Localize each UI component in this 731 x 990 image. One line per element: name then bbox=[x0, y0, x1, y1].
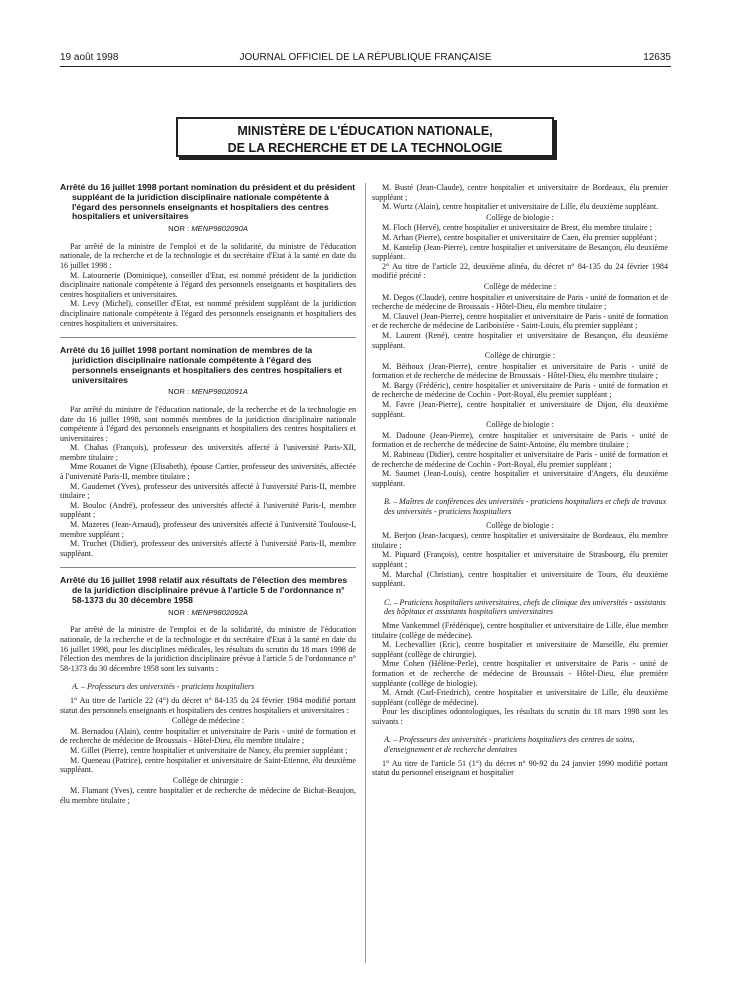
paragraph: M. Truchet (Didier), professeur des universités affecté à l'université Paris-II, membre suppléant. bbox=[60, 539, 356, 558]
paragraph: Par arrêté du ministre de l'éducation nationale, de la recherche et de la technologie en date du 16 juillet 1998, sont nommés membres de la juridiction disciplinaire nationale compétente à l'égard des personnels enseignants et hospitaliers des centres hospitaliers et universitaires : bbox=[60, 404, 356, 443]
section-heading: A. – Professeurs des universités - praticiens hospitaliers bbox=[72, 682, 255, 692]
list-item: M. Clauvel (Jean-Pierre), centre hospitalier et universitaire de Paris - unité de formation et de recherche de médecine de Lariboisière - Saint-Louis, élu premier suppléant ; bbox=[372, 311, 668, 331]
paragraph: 1° Au titre de l'article 22 (4°) du décret n° 84-135 du 24 février 1984 modifié portant statut des personnels enseignants et hospitaliers des centres hospitaliers et universitaires : bbox=[60, 695, 356, 715]
list-item: M. Dadoune (Jean-Pierre), centre hospitalier et universitaire de Paris - unité de formation et de recherche de médecine de Saint-Antoine, élu membre titulaire ; bbox=[372, 430, 668, 450]
list-item: M. Wurtz (Alain), centre hospitalier et universitaire de Lille, élu deuxième suppléant. bbox=[382, 202, 659, 212]
college-heading: Collège de chirurgie : bbox=[172, 775, 244, 785]
college-heading: Collège de biologie : bbox=[486, 420, 554, 430]
list-item: M. Laurent (René), centre hospitalier et universitaire de Besançon, élu deuxième suppléant. bbox=[372, 330, 668, 350]
nor-reference: NOR : MENP9802091A bbox=[168, 387, 248, 397]
college-heading: Collège de médecine : bbox=[171, 716, 245, 726]
decree-3 bbox=[60, 576, 356, 805]
list-item: M. Queneau (Patrice), centre hospitalier et universitaire de Saint-Etienne, élu deuxième suppléant. bbox=[60, 755, 356, 775]
decree-title: Arrêté du 16 juillet 1998 portant nomination de membres de la juridiction disciplinaire nationale compétente à l'égard des personnels enseignants et hospitaliers des centres hospitaliers et universitaires bbox=[60, 345, 342, 385]
list-item: M. Favre (Jean-Pierre), centre hospitalier et universitaire de Dijon, élu deuxième suppléant. bbox=[372, 400, 668, 419]
college-heading: Collège de biologie : bbox=[486, 212, 554, 222]
list-item: M. Degos (Claude), centre hospitalier et universitaire de Paris - unité de formation et de recherche de médecine de Broussais - Hôtel-Dieu, élu membre titulaire ; bbox=[372, 292, 668, 312]
decree-1 bbox=[60, 183, 356, 328]
decree-title: Arrêté du 16 juillet 1998 relatif aux résultats de l'élection des membres de la juridiction disciplinaire prévue à l'article 5 de l'ordonnance n° 58-1373 du 30 décembre 1958 bbox=[60, 575, 348, 605]
list-item: M. Berjon (Jean-Jacques), centre hospitalier et universitaire de Bordeaux, élu membre titulaire ; bbox=[372, 531, 668, 550]
list-item: M. Marchal (Christian), centre hospitalier et universitaire de Tours, élu deuxième suppléant. bbox=[372, 569, 668, 589]
paragraph: M. Latournerie (Dominique), conseiller d'Etat, est nommé président de la juridiction disciplinaire nationale compétente à l'égard des personnels enseignants et hospitaliers des centres hospitaliers et universitaires. bbox=[60, 270, 356, 299]
paragraph: Par arrêté de la ministre de l'emploi et de la solidarité, du ministre de l'éducation nationale, de la recherche et de la technologie et du secrétaire d'Etat à la santé en date du 16 juillet 1998 : bbox=[60, 241, 356, 270]
paragraph: Mme Rouanet de Vigne (Elisabeth), épouse Cartier, professeur des universités, affectée à l'université Paris-II, membre titulaire ; bbox=[60, 462, 356, 482]
list-item: M. Gillet (Pierre), centre hospitalier et universitaire de Nancy, élu premier suppléant ; bbox=[70, 745, 348, 755]
journal-title: JOURNAL OFFICIEL DE LA RÉPUBLIQUE FRANÇAISE bbox=[239, 52, 492, 63]
paragraph: M. Chabas (François), professeur des universités affecté à l'université Paris-XII, membre titulaire ; bbox=[60, 443, 356, 462]
section-heading: C. – Praticiens hospitaliers universitaires, chefs de clinique des universités - assistants des hôpitaux et assistants hospitaliers universitaires bbox=[384, 597, 666, 617]
paragraph: Par arrêté de la ministre de l'emploi et de la solidarité, du ministre de l'éducation nationale, de la recherche et de la technologie et du secrétaire d'Etat à la santé en date du 16 juillet 1998, pour les disciplines médicales, les résultats du scrutin du 18 mars 1998 de l'élection des membres de la juridiction disciplinaire prévue à l'article 5 de l'ordonnance n° 58-1373 du 30 décembre 1958 sont les suivants : bbox=[60, 625, 356, 673]
list-item: M. Rabineau (Didier), centre hospitalier et universitaire de Paris - unité de formation et de recherche de médecine de Cochin - Port-Royal, élu premier suppléant ; bbox=[372, 450, 668, 469]
paragraph: M. Gaudemet (Yves), professeur des universités affecté à l'université Paris-II, membre titulaire ; bbox=[60, 481, 356, 501]
list-item: Mme Cohen (Hélène-Perle), centre hospitalier et universitaire de Paris - unité de formation et de recherche de médecine de Broussais - Hôtel-Dieu, élue première suppléante (collège de biologie). bbox=[372, 659, 668, 688]
paragraph: Pour les disciplines odontologiques, les résultats du scrutin du 18 mars 1998 sont les suivants : bbox=[372, 707, 668, 726]
right-column bbox=[372, 183, 668, 963]
list-item: M. Busté (Jean-Claude), centre hospitalier et universitaire de Bordeaux, élu premier suppléant ; bbox=[372, 183, 668, 202]
paragraph: M. Mazeres (Jean-Arnaud), professeur des universités affecté à l'université Toulouse-I, membre suppléant ; bbox=[60, 520, 356, 539]
college-heading: Collège de chirurgie : bbox=[484, 351, 556, 361]
nor-reference: NOR : MENP9802092A bbox=[168, 607, 248, 617]
list-item: M. Piquard (François), centre hospitalier et universitaire de Strasbourg, élu premier suppléant ; bbox=[372, 550, 668, 569]
list-item: Mme Vankemmel (Frédérique), centre hospitalier et universitaire de Lille, élue membre titulaire (collège de médecine). bbox=[372, 620, 668, 640]
list-item: M. Kantelip (Jean-Pierre), centre hospitalier et universitaire de Besançon, élu deuxième suppléant. bbox=[372, 242, 668, 262]
list-item: M. Arndt (Carl-Friedrich), centre hospitalier et universitaire de Lille, élu deuxième suppléant (collège de médecine). bbox=[372, 688, 668, 707]
page-header bbox=[60, 52, 671, 66]
header-rule bbox=[60, 66, 671, 67]
section-heading: B. – Maîtres de conférences des universités - praticiens hospitaliers et chefs de travaux des universités - praticiens hospitaliers bbox=[384, 497, 667, 516]
list-item: M. Saumet (Jean-Louis), centre hospitalier et universitaire d'Angers, élu deuxième suppléant. bbox=[372, 469, 668, 488]
college-heading: Collège de médecine : bbox=[483, 281, 557, 291]
decree-2 bbox=[60, 346, 356, 558]
list-item: M. Lechevallier (Eric), centre hospitalier et universitaire de Marseille, élu premier suppléant (collège de chirurgie). bbox=[372, 640, 668, 659]
left-column bbox=[60, 183, 356, 963]
page-number: 12635 bbox=[643, 52, 671, 63]
column-separator bbox=[365, 183, 366, 963]
ministry-line-2: DE LA RECHERCHE ET DE LA TECHNOLOGIE bbox=[227, 141, 503, 155]
list-item: M. Floch (Hervé), centre hospitalier et universitaire de Brest, élu membre titulaire ; bbox=[382, 223, 652, 233]
list-item: M. Flamant (Yves), centre hospitalier et de recherche de médecine de Bichat-Beaujon, élu membre titulaire ; bbox=[60, 786, 356, 805]
issue-date: 19 août 1998 bbox=[60, 52, 119, 63]
ministry-box bbox=[176, 117, 554, 157]
decree-title: Arrêté du 16 juillet 1998 portant nomination du président et du président suppléant de la juridiction disciplinaire nationale compétente à l'égard des personnels enseignants et hospitaliers des centres hospitaliers et universitaires bbox=[60, 183, 356, 222]
nor-reference: NOR : MENP9802090A bbox=[168, 224, 248, 234]
list-item: M. Arhan (Pierre), centre hospitalier et universitaire de Caen, élu premier suppléant ; bbox=[382, 232, 657, 242]
list-item: M. Bernadou (Alain), centre hospitalier et universitaire de Paris - unité de formation et de recherche de médecine de Broussais - Hôtel-Dieu, élu membre titulaire ; bbox=[60, 726, 356, 746]
paragraph: M. Bouloc (André), professeur des universités affecté à l'université Paris-I, membre suppléant ; bbox=[60, 500, 356, 520]
paragraph: 2° Au titre de l'article 22, deuxième alinéa, du décret n° 84-135 du 24 février 1984 modifié précité : bbox=[372, 261, 668, 281]
paragraph: M. Levy (Michel), conseiller d'Etat, est nommé président suppléant de la juridiction disciplinaire nationale compétente à l'égard des personnels enseignants et hospitaliers des centres hospitaliers et universitaires. bbox=[60, 299, 356, 328]
article-divider bbox=[60, 337, 356, 338]
college-heading: Collège de biologie : bbox=[486, 520, 554, 530]
article-divider bbox=[60, 567, 356, 568]
section-heading: A. – Professeurs des universités - praticiens hospitaliers des centres de soins, d'enseignement et de recherche dentaires bbox=[384, 735, 635, 755]
paragraph: 1° Au titre de l'article 51 (1°) du décret n° 90-92 du 24 janvier 1990 modifié portant statut du personnel enseignant et hospitalier bbox=[372, 758, 668, 778]
ministry-line-1: MINISTÈRE DE L'ÉDUCATION NATIONALE, bbox=[237, 124, 493, 138]
list-item: M. Bargy (Frédéric), centre hospitalier et universitaire de Paris - unité de formation et de recherche de médecine de Cochin - Port-Royal, élu premier suppléant ; bbox=[372, 380, 668, 400]
list-item: M. Béthoux (Jean-Pierre), centre hospitalier et universitaire de Paris - unité de formation et de recherche de médecine de Broussais - Hôtel-Dieu, élu membre titulaire ; bbox=[372, 361, 668, 381]
